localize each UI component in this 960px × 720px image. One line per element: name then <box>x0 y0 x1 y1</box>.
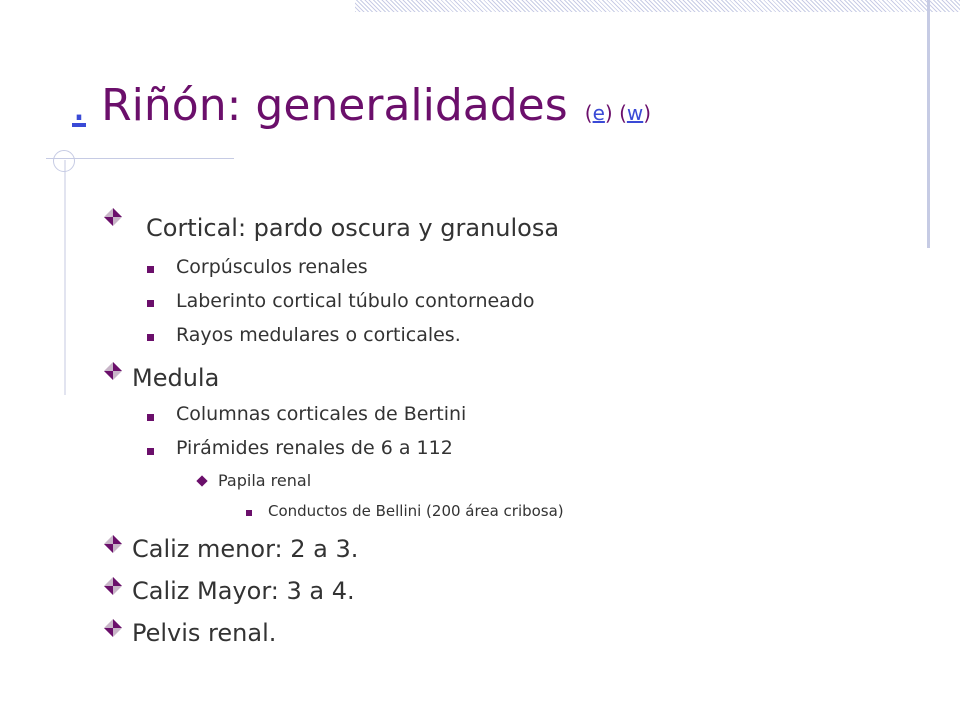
sub-bullet-laberinto: Laberinto cortical túbulo contorneado <box>176 290 535 312</box>
sub-bullet-columnas: Columnas corticales de Bertini <box>176 403 467 425</box>
bullet-caliz-mayor: Caliz Mayor: 3 a 4. <box>132 577 355 605</box>
bullet-cortical: Cortical: pardo oscura y granulosa <box>146 214 560 242</box>
link-e-paren-close: ) <box>604 101 613 125</box>
square-bullet-icon <box>147 448 154 455</box>
square-bullet-icon <box>147 300 154 307</box>
small-diamond-icon <box>196 475 207 486</box>
sub-bullet-corpusculos: Corpúsculos renales <box>176 256 368 278</box>
sub-bullet-rayos: Rayos medulares o corticales. <box>176 324 461 346</box>
link-e[interactable]: e <box>592 101 605 125</box>
link-w-paren-close: ) <box>643 101 652 125</box>
diamond-bullet-icon <box>104 535 122 553</box>
square-bullet-icon <box>147 334 154 341</box>
link-w-paren-open: ( <box>619 101 627 125</box>
sub-bullet-papila: Papila renal <box>218 471 312 490</box>
sub-bullet-piramides: Pirámides renales de 6 a 112 <box>176 437 453 459</box>
diamond-bullet-icon <box>104 362 122 380</box>
diamond-bullet-icon <box>104 208 122 226</box>
link-w[interactable]: w <box>626 101 644 125</box>
bullet-caliz-menor: Caliz menor: 2 a 3. <box>132 535 359 563</box>
diamond-bullet-icon <box>104 619 122 637</box>
title-marker-link[interactable]: . <box>72 80 86 131</box>
bullet-medula: Medula <box>132 364 220 392</box>
square-bullet-icon <box>147 414 154 421</box>
link-e-paren-open: ( <box>584 101 593 125</box>
diamond-bullet-icon <box>104 577 122 595</box>
sub-bullet-conductos: Conductos de Bellini (200 área cribosa) <box>268 502 564 520</box>
square-bullet-icon <box>147 266 154 273</box>
bullet-pelvis-renal: Pelvis renal. <box>132 619 277 647</box>
tiny-square-icon <box>246 510 252 516</box>
slide-title-text: Riñón: generalidades <box>101 80 568 131</box>
